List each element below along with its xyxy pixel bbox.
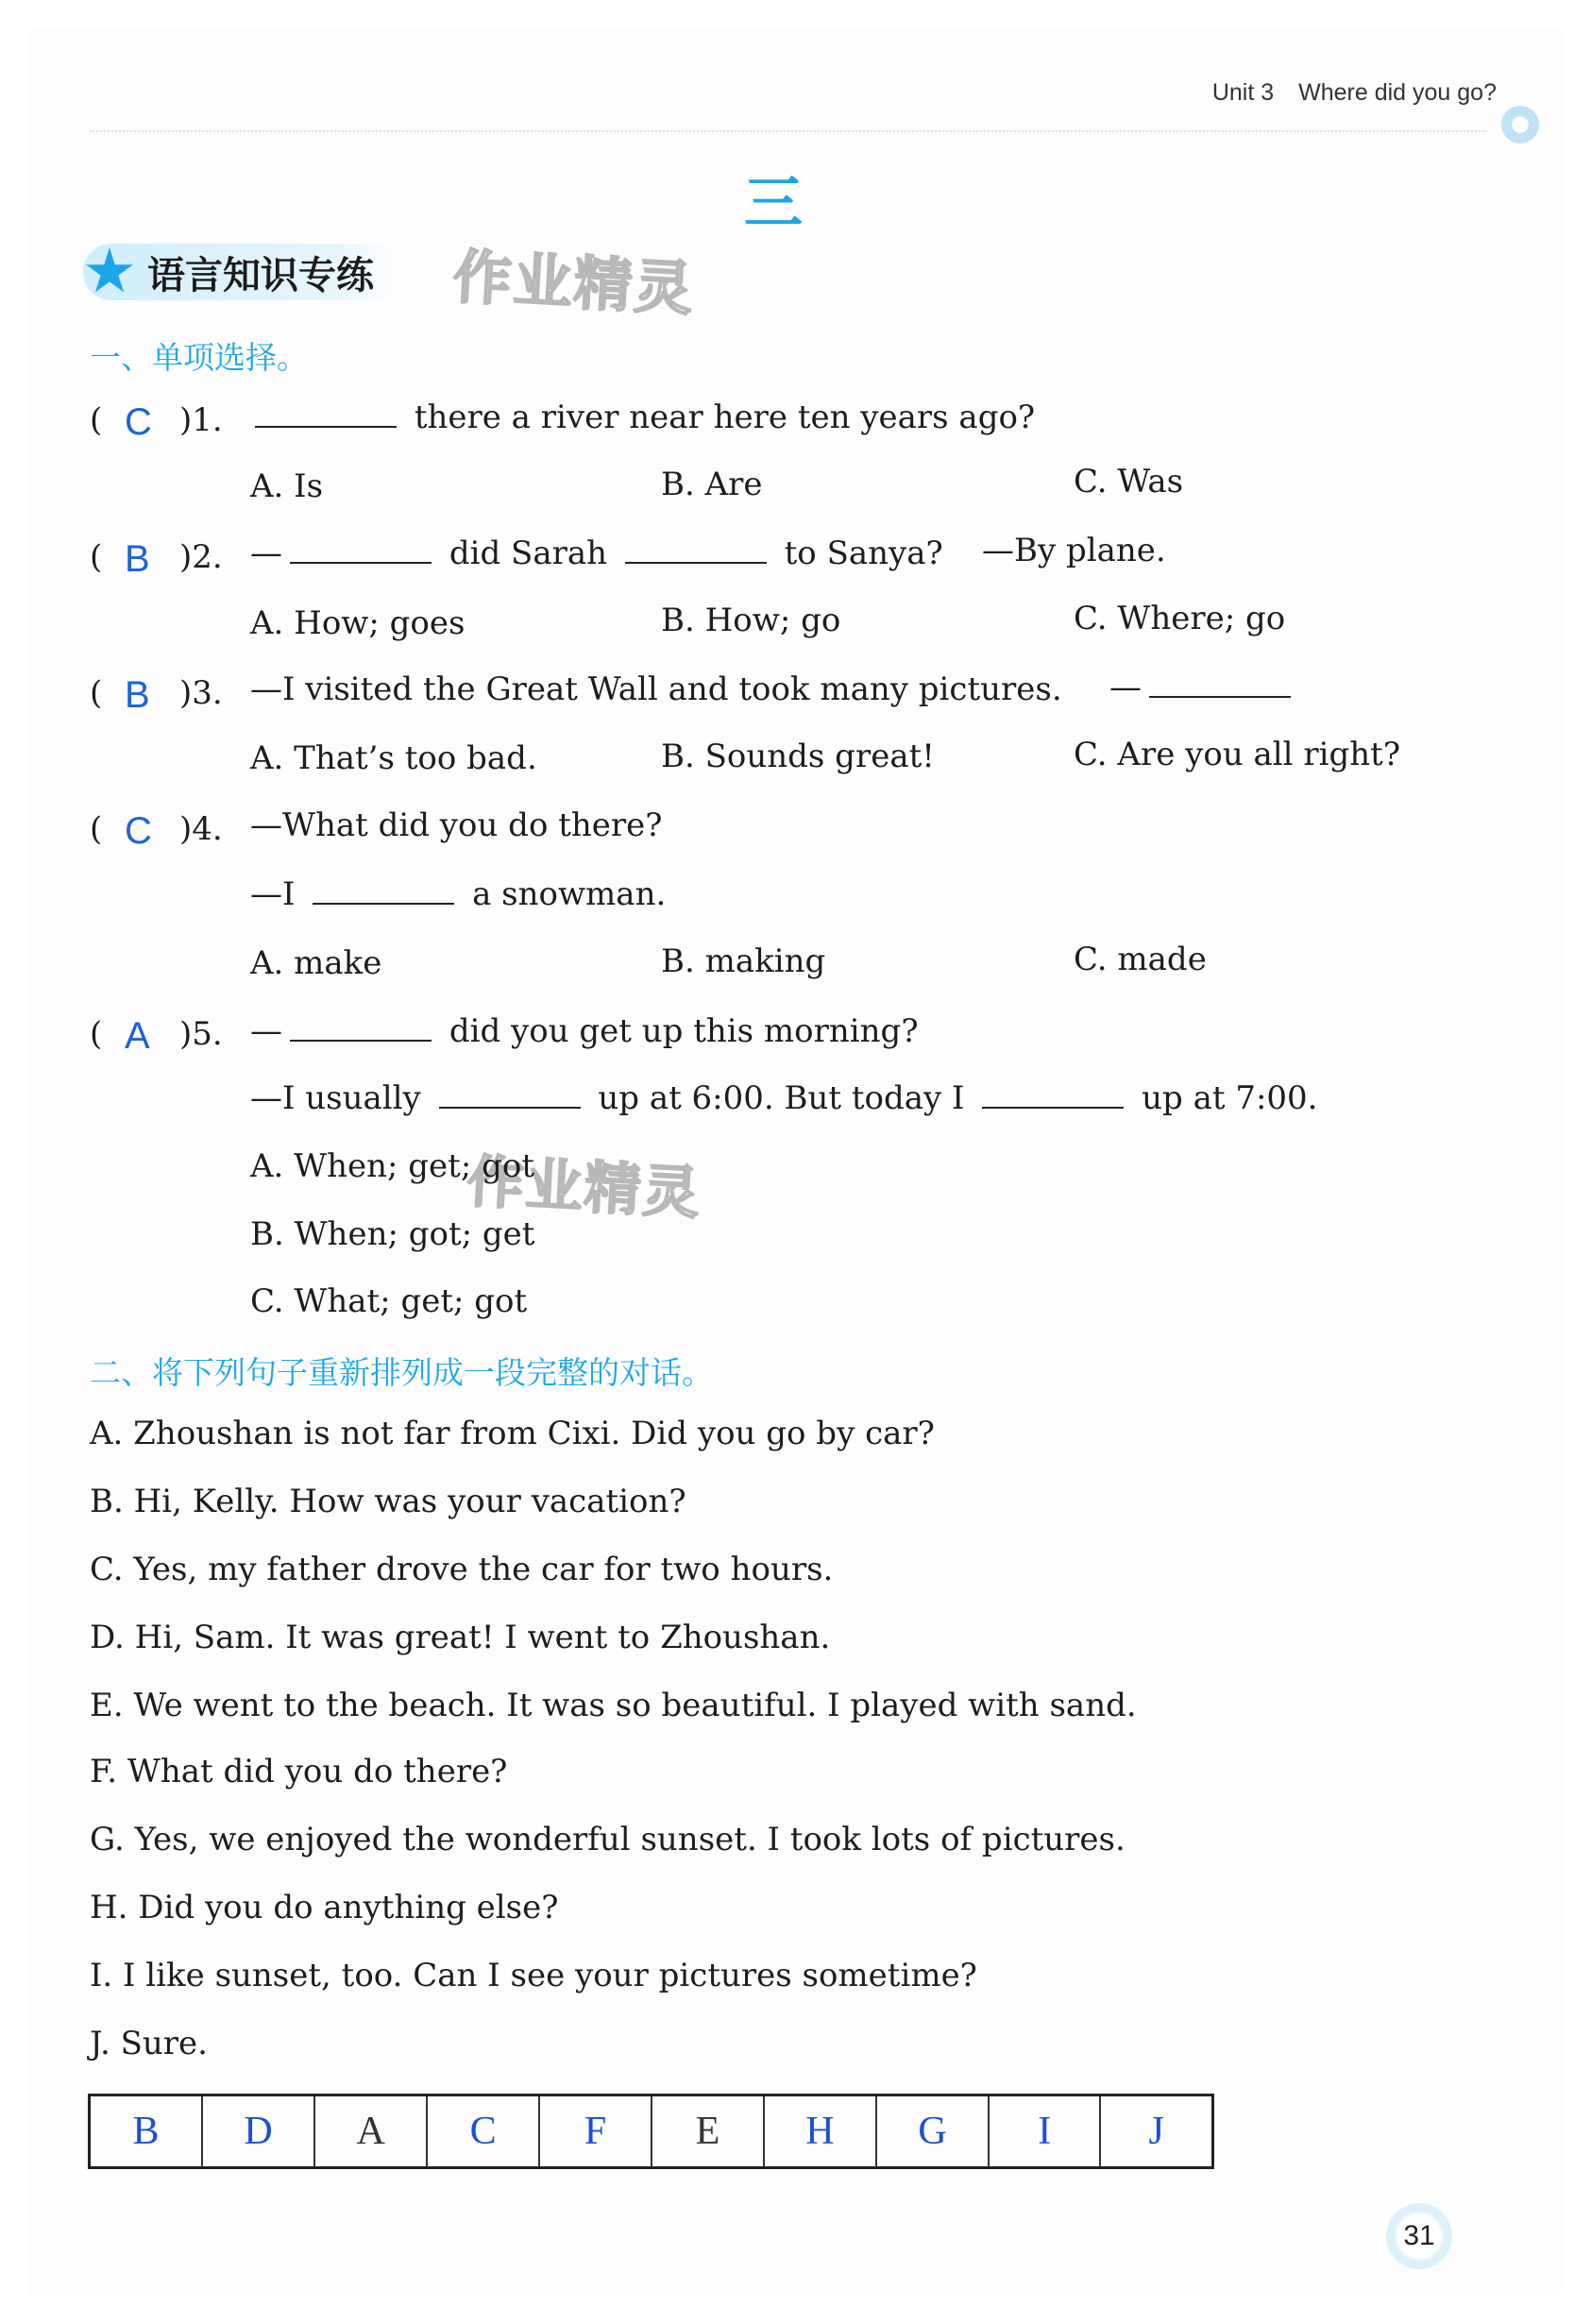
answer-blank <box>255 399 397 428</box>
answer-cell: I <box>989 2095 1100 2168</box>
option-b: B. When; got; get <box>250 1215 535 1253</box>
answer-table <box>88 2094 1214 2169</box>
answer-cell: D <box>202 2095 314 2168</box>
section-numeral: 三 <box>744 168 804 237</box>
answer-blank <box>290 535 432 564</box>
list-item: I. I like sunset, too. Can I see your pictures sometime? <box>90 1957 977 1994</box>
answer-2: B <box>125 538 150 580</box>
list-item: G. Yes, we enjoyed the wonderful sunset. I took lots of pictures. <box>90 1821 1126 1858</box>
option-b: B. Are <box>661 466 763 503</box>
question-number: )5. <box>179 1015 223 1053</box>
answer-cell: B <box>90 2095 203 2168</box>
answer-4: C <box>125 810 152 852</box>
watermark: 作业精灵 <box>465 1148 703 1228</box>
answer-blank <box>439 1080 581 1109</box>
header-circle-icon <box>1501 106 1539 144</box>
answer-blank <box>290 1013 432 1042</box>
list-item: A. Zhoushan is not far from Cixi. Did you go by car? <box>90 1415 935 1452</box>
question-stem: —I visited the Great Wall and took many pictures. <box>250 670 1062 708</box>
list-item: J. Sure. <box>90 2025 208 2062</box>
list-item: B. Hi, Kelly. How was your vacation? <box>90 1483 686 1520</box>
option-c: C. Was <box>1074 463 1184 500</box>
section-banner <box>83 244 397 300</box>
answer-cell: C <box>427 2095 539 2168</box>
answer-cell: A <box>314 2095 427 2168</box>
option-a: A. When; get; got <box>250 1147 535 1185</box>
option-b: B. making <box>661 942 826 980</box>
question-number: )2. <box>179 538 223 576</box>
answer-blank <box>313 876 454 905</box>
question-stem: did Sarah <box>449 534 608 572</box>
watermark: 作业精灵 <box>451 242 697 324</box>
answer-cell: E <box>652 2095 764 2168</box>
option-c: C. Are you all right? <box>1074 736 1401 773</box>
page-number: 31 <box>1386 2203 1452 2269</box>
option-a: A. make <box>250 944 382 982</box>
question-number: )4. <box>179 810 223 848</box>
answer-blank <box>1149 670 1291 698</box>
page-header <box>1212 79 1497 107</box>
question-stem: —What did you do there? <box>250 806 663 844</box>
option-a: A. How; goes <box>250 604 465 642</box>
part2-title: 二、将下列句子重新排列成一段完整的对话。 <box>90 1354 713 1391</box>
option-b: B. Sounds great! <box>661 738 935 775</box>
option-a: A. Is <box>250 467 324 505</box>
answer-blank <box>625 535 767 564</box>
option-b: B. How; go <box>661 602 841 639</box>
option-c: C. What; get; got <box>250 1282 528 1320</box>
list-item: E. We went to the beach. It was so beautiful. I played with sand. <box>90 1687 1137 1724</box>
answer-cell: H <box>764 2095 876 2168</box>
answer-1: C <box>125 401 152 443</box>
banner-title: 语言知识专练 <box>147 253 374 297</box>
star-icon <box>85 247 134 297</box>
list-item: F. What did you do there? <box>90 1753 508 1790</box>
list-item: H. Did you do anything else? <box>90 1889 559 1926</box>
question-stem: — <box>250 534 282 572</box>
header-unit: Unit 3 <box>1211 79 1275 106</box>
answer-cell: F <box>539 2095 652 2168</box>
table-row <box>90 2095 1213 2168</box>
question-response: —By plane. <box>982 532 1166 569</box>
question-stem: —I usually <box>250 1079 421 1117</box>
option-c: C. Where; go <box>1074 600 1286 637</box>
question-stem: to Sanya? <box>784 534 943 572</box>
answer-3: B <box>125 674 150 716</box>
list-item: D. Hi, Sam. It was great! I went to Zhoushan. <box>90 1619 831 1656</box>
list-item: C. Yes, my father drove the car for two hours. <box>90 1551 834 1588</box>
question-stem: —I <box>250 875 296 913</box>
answer-cell: J <box>1100 2095 1212 2168</box>
question-number: )1. <box>179 401 223 439</box>
part1-title: 一、单项选择。 <box>90 339 308 376</box>
answer-blank <box>982 1080 1124 1109</box>
question-stem: up at 7:00. <box>1142 1079 1318 1117</box>
question-stem: — <box>1109 669 1142 706</box>
header-divider <box>90 130 1487 132</box>
header-title: Where did you go? <box>1298 79 1497 106</box>
answer-cell: G <box>876 2095 989 2168</box>
option-c: C. made <box>1074 941 1207 978</box>
question-stem: up at 6:00. But today I <box>598 1079 965 1117</box>
question-stem: — <box>250 1012 282 1050</box>
question-stem: did you get up this morning? <box>449 1012 919 1050</box>
answer-5: A <box>125 1015 150 1057</box>
question-number: )3. <box>179 674 223 712</box>
question-stem: a snowman. <box>472 875 667 913</box>
question-stem: there a river near here ten years ago? <box>414 399 1036 436</box>
option-a: A. That’s too bad. <box>250 739 537 777</box>
